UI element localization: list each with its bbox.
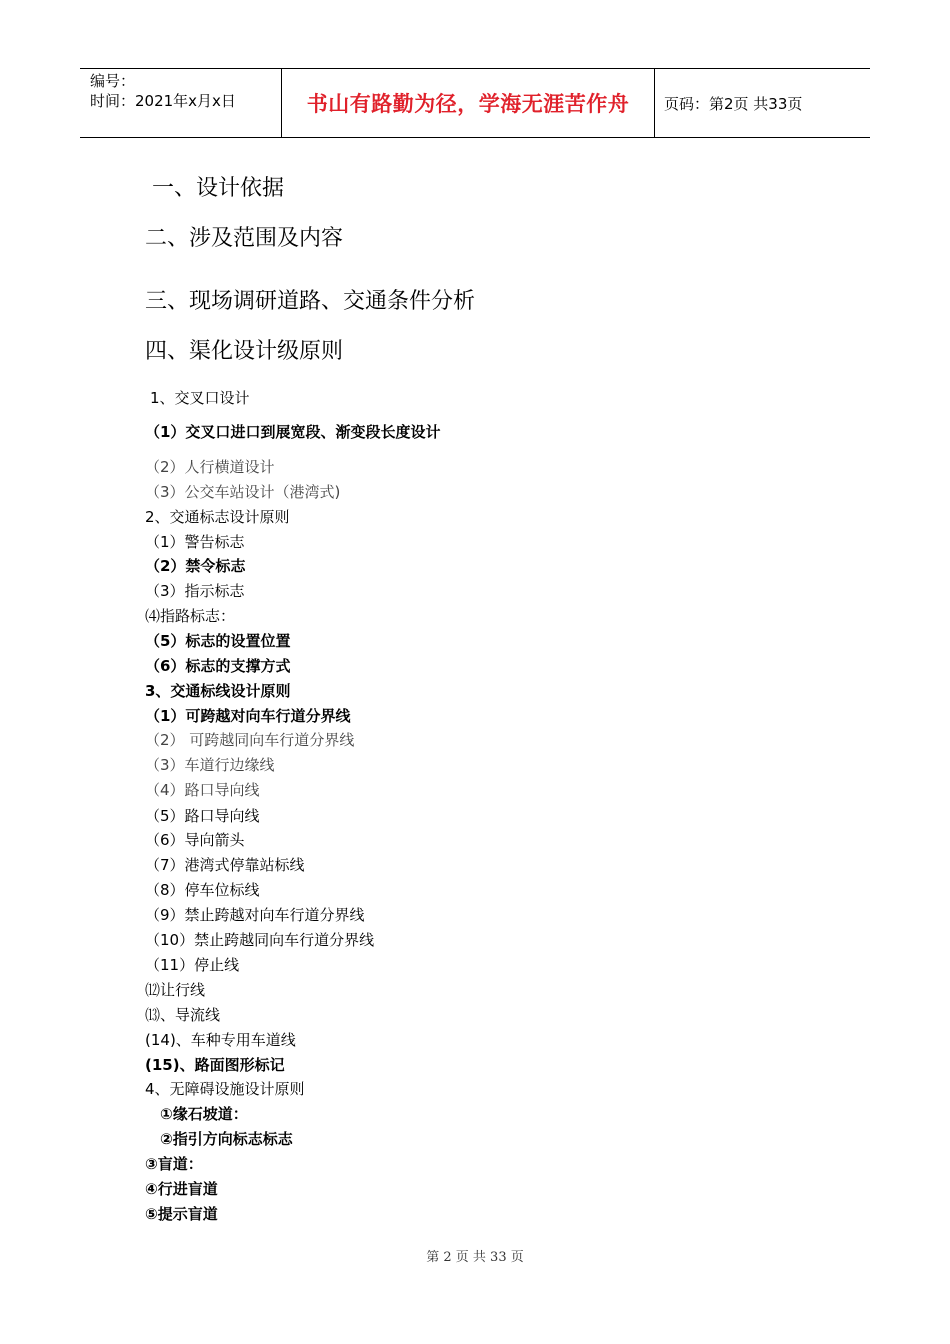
list-item: ⑿让行线	[145, 981, 206, 999]
list-item: （3）公交车站设计（港湾式)	[145, 483, 341, 501]
list-item: （5）标志的设置位置	[145, 632, 291, 650]
code-label: 编号：	[90, 72, 136, 90]
header-page-info: 页码：第2页 共33页	[664, 94, 803, 113]
list-item: (15)、路面图形标记	[145, 1056, 285, 1074]
list-item: （5）路口导向线	[145, 807, 260, 825]
list-item: 2、交通标志设计原则	[145, 508, 290, 526]
list-item: （3）指示标志	[145, 582, 245, 600]
section-heading: 四、渠化设计级原则	[145, 339, 344, 364]
list-item: 3、交通标线设计原则	[145, 682, 291, 700]
list-item: （10）禁止跨越同向车行道分界线	[145, 931, 375, 949]
list-item: 4、无障碍设施设计原则	[145, 1080, 305, 1098]
list-item: ①缘石坡道：	[160, 1105, 248, 1123]
header-meta	[90, 71, 280, 111]
section-heading: 二、涉及范围及内容	[145, 226, 344, 251]
list-item: （2）人行横道设计	[145, 458, 275, 476]
list-item: （3）车道行边缘线	[145, 756, 275, 774]
list-item: ⑷指路标志：	[145, 607, 236, 625]
list-item: ③盲道：	[145, 1155, 203, 1173]
list-item: ⑤提示盲道	[145, 1205, 218, 1223]
list-item: （6）导向箭头	[145, 831, 245, 849]
list-item: （2） 可跨越同向车行道分界线	[145, 731, 355, 749]
list-item: （2）禁令标志	[145, 557, 246, 575]
list-item: （7）港湾式停靠站标线	[145, 856, 305, 874]
list-item: （1）警告标志	[145, 533, 245, 551]
list-item: ⒀、导流线	[145, 1006, 221, 1024]
list-item: （4）路口导向线	[145, 781, 260, 799]
header-divider	[654, 69, 655, 137]
page-footer: 第 2 页 共 33 页	[426, 1250, 524, 1265]
list-item: (14)、车种专用车道线	[145, 1031, 296, 1049]
section-heading: 一、设计依据	[152, 176, 285, 201]
list-item: （9）禁止跨越对向车行道分界线	[145, 906, 365, 924]
header-motto: 书山有路勤为径，学海无涯苦作舟	[306, 92, 630, 116]
list-item: （11）停止线	[145, 956, 240, 974]
section-heading: 三、现场调研道路、交通条件分析	[145, 289, 476, 314]
list-item: ④行进盲道	[145, 1180, 218, 1198]
list-item: ②指引方向标志标志	[160, 1130, 293, 1148]
list-item: 1、交叉口设计	[150, 389, 250, 407]
list-item: （6）标志的支撑方式	[145, 657, 291, 675]
list-item: （1）交叉口进口到展宽段、渐变段长度设计	[145, 423, 441, 441]
list-item: （8）停车位标线	[145, 881, 260, 899]
time-label: 时间：2021年x月x日	[90, 92, 236, 110]
page-header	[80, 68, 870, 138]
list-item: （1）可跨越对向车行道分界线	[145, 707, 351, 725]
